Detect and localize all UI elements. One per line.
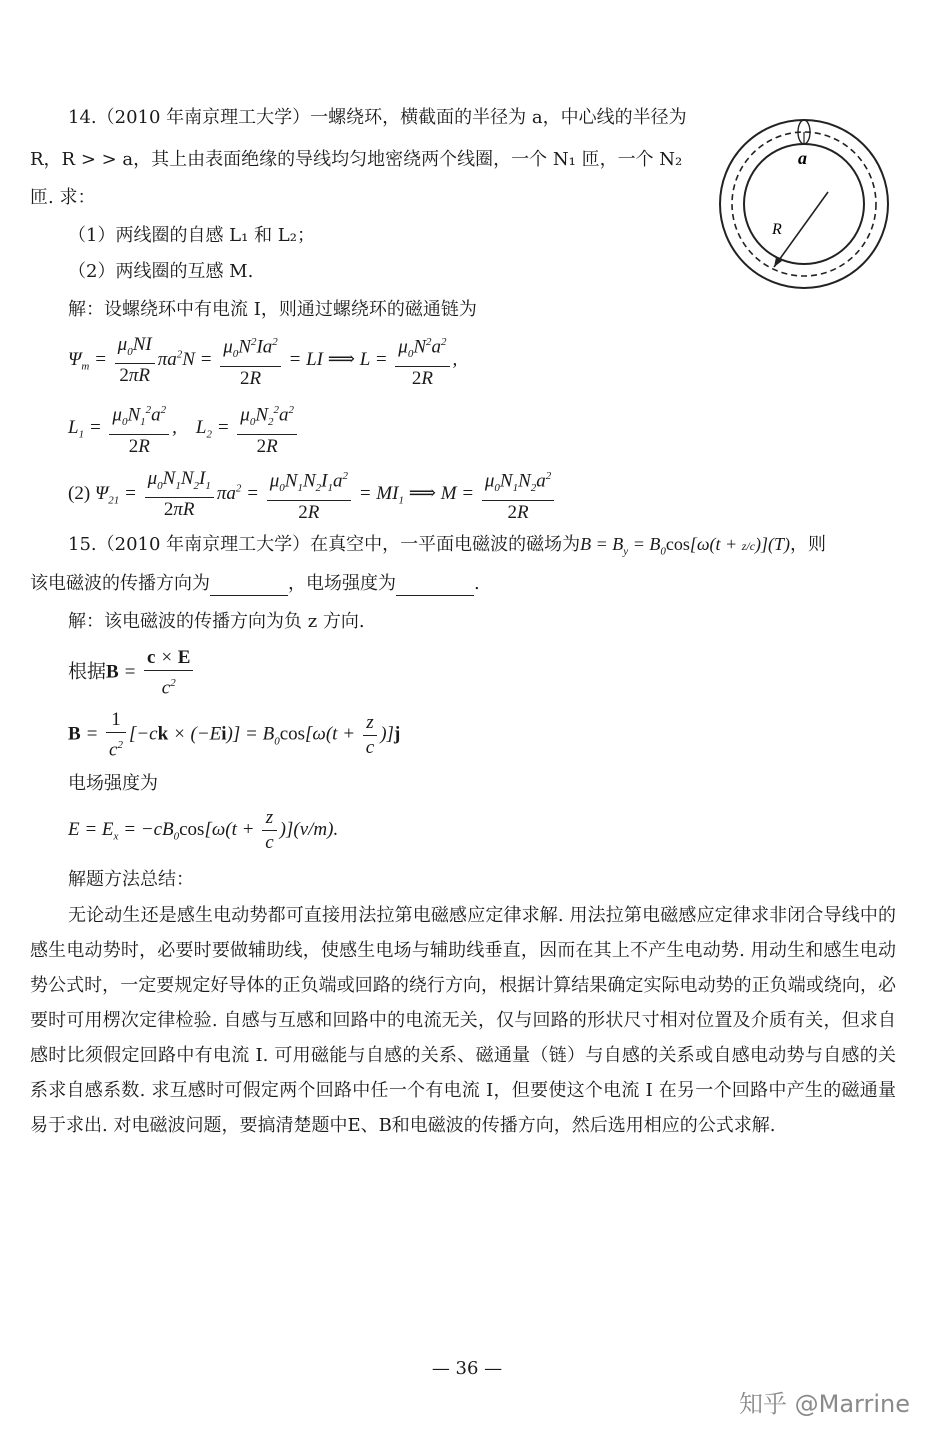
summary-title: 解题方法总结： (68, 869, 194, 890)
equation-flux-linkage: $\Psi_m$ = $\frac{\mu_0NI}{2\pi R}$ $\pi a^2N$ = $\frac{\mu_0N^2Ia^2}{2R}$ = LI ⟹ L = $\frac{\mu_0N^2a^2}{2R}$ , (68, 330, 457, 391)
q15-solution: 解：该电磁波的传播方向为负 z 方向. (68, 611, 365, 632)
q15-line2-c: . (474, 573, 480, 594)
equation-self-inductances: $L_1$ = $\frac{\mu_0N_1^2a^2}{2R}$ , $L_2$ = $\frac{\mu_0N_2^2a^2}{2R}$ (68, 398, 300, 459)
equation-electric-field: $E = E_x = -cB_0\cos[\omega(t$ + $\frac{z}{c}$ )](v/m). (68, 807, 339, 853)
equation-b-vector: B = $\frac{1}{c^2}$ $[-ck \times (-Ei)] = B_0\cos[\omega(t$ + $\frac{z}{c}$ )]j (68, 709, 401, 761)
eq-label-2: (2) (68, 482, 91, 504)
q15-magnetic-field-expr: $B = B_y = B_0\cos[\omega(t + z/c)](T)$ (580, 534, 791, 558)
q15-line1: 15.（2010 年南京理工大学）在真空中，一平面电磁波的磁场为$B = B_y = B_0\cos[\omega(t + z/c)](T)$，则 (68, 534, 827, 558)
q14-line3: 匝. 求： (30, 187, 96, 208)
q14-solution-intro: 解：设螺绕环中有电流 I，则通过螺绕环的磁通链为 (68, 299, 477, 320)
summary-text: 无论动生还是感生电动势都可直接用法拉第电磁感应定律求解. 用法拉第电磁感应定律求非闭合导线中的感生电动势时，必要时要做辅助线，使感生电场与辅助线垂直，因而在其上不产生电动势. 用动生和感生电动势公式时，一定要规定好导体的正负端或回路的绕行方向，根据计算结果确定实际电动势的正负端或绕向，必要时可用楞次定律检验. 自感与互感和回路中的电流无关，仅与回路的形状尺寸相对位置及介质有关，但求自感时比须假定回路中有电流 I. 可用磁能与自感的关系、磁通量（链）与自感的关系或自感电动势与自感的关系求自感系数. 求互感时可假定两个回路中任一个有电流 I，但要使这个电流 I 在另一个回路中产生的磁通量易于求出. 对电磁波问题，要搞清楚题中E、B和电磁波的传播方向，然后选用相应的公式求解. (30, 905, 896, 1136)
q15-line1-text: 15.（2010 年南京理工大学）在真空中，一平面电磁波的磁场为 (68, 534, 581, 555)
q14-part2: （2）两线圈的互感 M. (68, 261, 254, 282)
toroid-label-R: R (772, 221, 782, 238)
toroid-label-a: a (798, 148, 807, 168)
page-number: — 36 — (431, 1358, 503, 1379)
answer-blank-field[interactable] (396, 577, 474, 596)
q15-basis-label: 根据 (68, 661, 107, 683)
equation-b-from-e: 根据B = $\frac{c \times E}{c^2}$ (68, 646, 196, 700)
watermark: 知乎 @Marrine (739, 1390, 910, 1418)
q15-field-label: 电场强度为 (68, 773, 158, 794)
toroid-figure (706, 112, 902, 294)
q15-line2 (30, 572, 480, 596)
q15-line2-a: 该电磁波的传播方向为 (30, 573, 210, 594)
answer-blank-direction[interactable] (210, 577, 288, 596)
q14-part1: （1）两线圈的自感 L₁ 和 L₂； (68, 225, 315, 246)
equation-mutual-inductance: (2) $\Psi_{21}$ = $\frac{\mu_0N_1N_2I_1}{2\pi R}$ $\pi a^2$ = $\frac{\mu_0N_1N_2I_1a^2}{2R}$ = $MI_1$ ⟹ M = $\frac{\mu_0N_1N_2a^2}{2R}$ (68, 464, 557, 525)
q15-line2-b: ，电场强度为 (288, 573, 396, 594)
q14-line2: R，R > > a，其上由表面绝缘的导线均匀地密绕两个线圈，一个 N₁ 匝，一个 N₂ (30, 149, 683, 170)
q14-line1: 14.（2010 年南京理工大学）一螺绕环，横截面的半径为 a，中心线的半径为 (68, 107, 687, 128)
